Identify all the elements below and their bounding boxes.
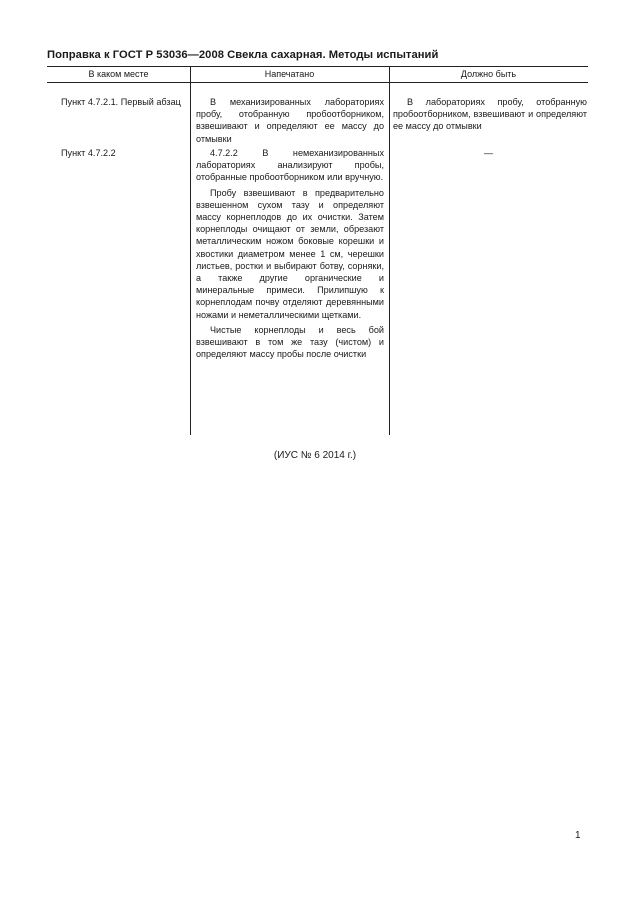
row-2-printed-paragraph-3: Чистые корнеплоды и весь бой взвешивают в том же тазу (чистом) и определяют массу пробы после очистки: [196, 324, 384, 360]
row-1-should-be: В лабораториях пробу, отобранную пробоотборником, взвешивают и определяют ее массу до отмывки: [393, 97, 587, 132]
row-1-printed-paragraph: В механизированных лабораториях пробу, отобранную пробоотборником, взвешивают и определяют ее массу до отмывки: [196, 97, 384, 144]
column-header-printed: Напечатано: [264, 69, 315, 79]
column-header-should-be: Должно быть: [460, 69, 517, 79]
row-1-printed: [196, 96, 384, 145]
table-divider-1: [190, 66, 191, 435]
table-top-rule: [47, 66, 588, 67]
table-header-rule: [47, 82, 588, 83]
column-header-where: В каком месте: [88, 69, 149, 79]
page-number: 1: [575, 830, 581, 841]
row-2-printed-paragraph-1: 4.7.2.2 В немеханизированных лабораториях анализируют пробы, отобранные пробоотборником или вручную.: [196, 148, 384, 183]
row-1-where: Пункт 4.7.2.1. Первый абзац: [61, 97, 181, 107]
table-divider-2: [389, 66, 390, 435]
row-2-where: Пункт 4.7.2.2: [61, 148, 116, 158]
row-2-printed-paragraph-2: Пробу взвешивают в предварительно взвешенном сухом тазу и определяют массу корнеплодов до их очистки. Затем корнеплоды очищают от земли, обрезают металлическим ножом боковые корешки и хвостики диаметром менее 1 см, черешки листьев, ростки и выбирают ботву, сорняки, а также другие органические и минеральные примеси. Прилипшую к корнеплодам почву отделяют деревянными ножами и неметаллическими щетками.: [196, 187, 384, 320]
row-2-printed: [196, 147, 384, 360]
document-title: Поправка к ГОСТ Р 53036—2008 Свекла сахарная. Методы испытаний: [47, 49, 439, 61]
publication-note: (ИУС № 6 2014 г.): [273, 450, 357, 461]
row-2-should-be: —: [483, 148, 494, 158]
